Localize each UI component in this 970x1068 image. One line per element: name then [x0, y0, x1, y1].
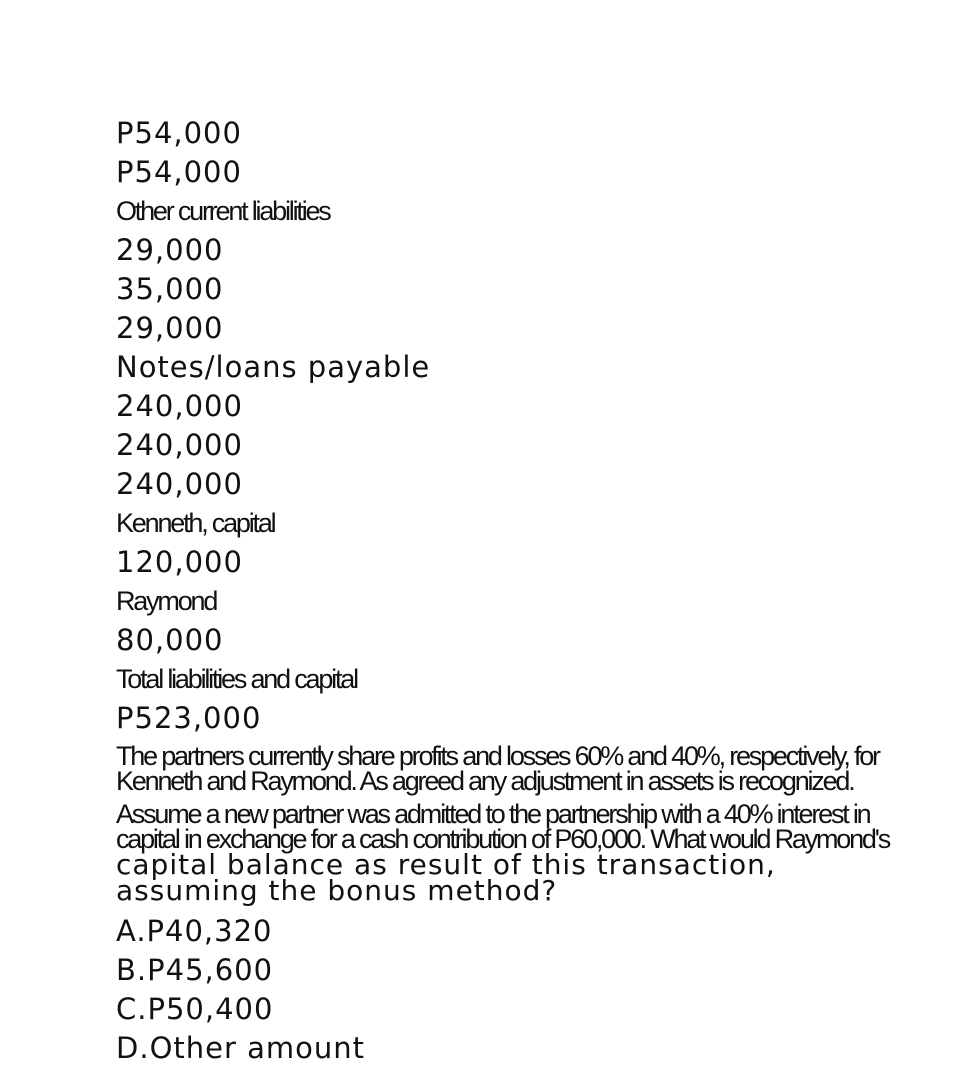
- choice-c[interactable]: [116, 990, 906, 1029]
- choice-a[interactable]: [116, 912, 906, 951]
- label-line: Raymond: [116, 586, 217, 616]
- choice-text: P50,400: [147, 992, 274, 1026]
- choice-text: P40,320: [146, 914, 273, 948]
- choice-letter: A.: [116, 914, 147, 948]
- amount-line: 29,000: [116, 311, 224, 345]
- question-paragraph-2-start: Assume a new partner was admitted to the partnership with a 40% interest in capital in exchange for a cash contribution of P60,000. What would Raymond's: [116, 799, 890, 854]
- amount-line: 80,000: [116, 623, 224, 657]
- amount-line: 120,000: [116, 545, 243, 579]
- document-page: [116, 114, 906, 1068]
- choice-text: Other amount: [149, 1031, 366, 1065]
- choice-letter: D.: [116, 1031, 150, 1065]
- choice-letter: B.: [116, 953, 148, 987]
- amount-line: 29,000: [116, 233, 224, 267]
- amount-line: P54,000: [116, 155, 242, 189]
- choice-d[interactable]: [116, 1029, 906, 1068]
- question-paragraph-2-end: capital balance as result of this transaction, assuming the bonus method?: [116, 848, 776, 907]
- amount-line: 240,000: [116, 428, 243, 462]
- label-line: Other current liabilities: [116, 196, 330, 226]
- label-line: Total liabilities and capital: [116, 664, 357, 694]
- amount-line: P54,000: [116, 116, 242, 150]
- amount-line: 240,000: [116, 467, 243, 501]
- choice-text: P45,600: [147, 953, 274, 987]
- label-line: Kenneth, capital: [116, 508, 275, 538]
- question-paragraph-1: The partners currently share profits and losses 60% and 40%, respectively, for Kenneth and Raymond. As agreed any adjustment in assets is recognized.: [116, 741, 879, 796]
- amount-line: 35,000: [116, 272, 224, 306]
- question-paragraph-2: [116, 799, 906, 907]
- label-line: Notes/loans payable: [116, 350, 431, 384]
- choice-b[interactable]: [116, 951, 906, 990]
- amount-line: 240,000: [116, 389, 243, 423]
- total-amount-line: P523,000: [116, 701, 262, 735]
- choice-letter: C.: [116, 992, 148, 1026]
